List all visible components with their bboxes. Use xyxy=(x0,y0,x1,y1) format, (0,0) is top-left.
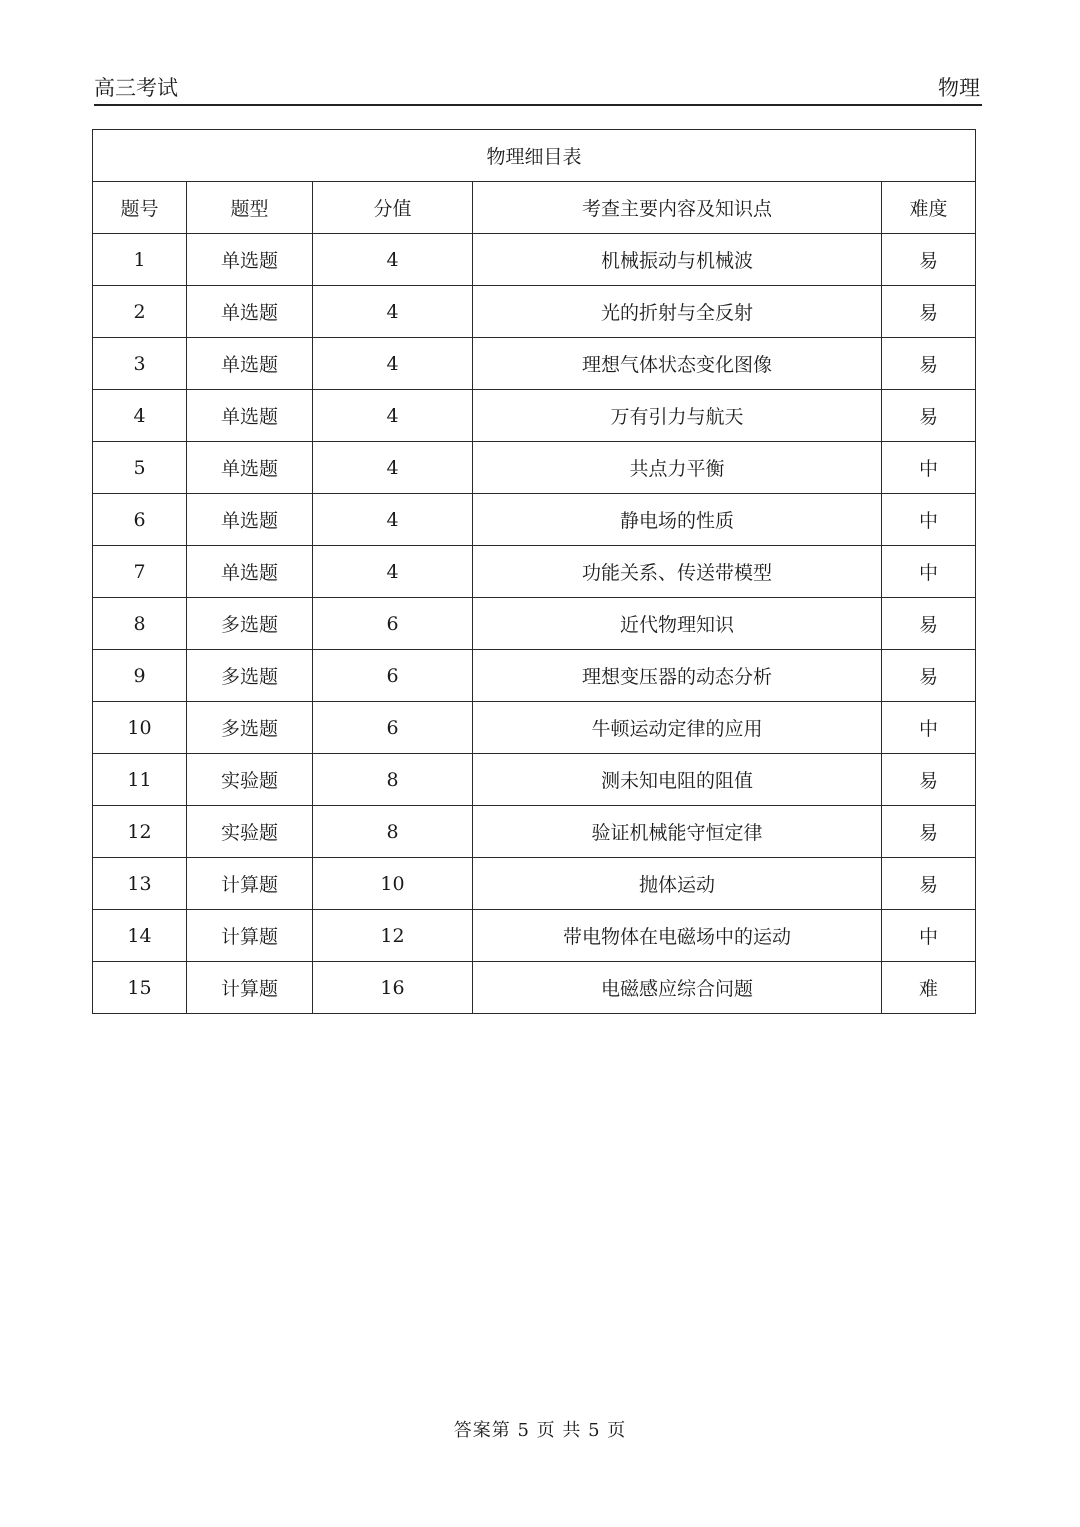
cell-content: 功能关系、传送带模型 xyxy=(473,546,882,598)
table-row xyxy=(93,494,976,546)
cell-score: 12 xyxy=(313,910,473,962)
cell-no: 13 xyxy=(93,858,187,910)
page-header xyxy=(94,76,982,106)
cell-difficulty: 易 xyxy=(882,806,976,858)
cell-difficulty: 中 xyxy=(882,702,976,754)
cell-difficulty: 易 xyxy=(882,650,976,702)
cell-type: 计算题 xyxy=(187,858,313,910)
cell-no: 2 xyxy=(93,286,187,338)
cell-no: 11 xyxy=(93,754,187,806)
cell-no: 6 xyxy=(93,494,187,546)
cell-content: 近代物理知识 xyxy=(473,598,882,650)
cell-no: 1 xyxy=(93,234,187,286)
table-title: 物理细目表 xyxy=(93,130,976,182)
cell-score: 4 xyxy=(313,234,473,286)
cell-difficulty: 中 xyxy=(882,442,976,494)
table-row xyxy=(93,650,976,702)
cell-difficulty: 易 xyxy=(882,390,976,442)
cell-type: 计算题 xyxy=(187,910,313,962)
table-row xyxy=(93,598,976,650)
cell-content: 静电场的性质 xyxy=(473,494,882,546)
table-row xyxy=(93,754,976,806)
cell-content: 万有引力与航天 xyxy=(473,390,882,442)
cell-no: 5 xyxy=(93,442,187,494)
cell-difficulty: 易 xyxy=(882,754,976,806)
cell-difficulty: 易 xyxy=(882,286,976,338)
cell-content: 理想气体状态变化图像 xyxy=(473,338,882,390)
table-header-row xyxy=(93,182,976,234)
table-row xyxy=(93,442,976,494)
cell-difficulty: 易 xyxy=(882,338,976,390)
cell-content: 牛顿运动定律的应用 xyxy=(473,702,882,754)
cell-no: 3 xyxy=(93,338,187,390)
cell-content: 机械振动与机械波 xyxy=(473,234,882,286)
column-header-no: 题号 xyxy=(93,182,187,234)
cell-type: 多选题 xyxy=(187,702,313,754)
table-row xyxy=(93,962,976,1014)
cell-difficulty: 中 xyxy=(882,546,976,598)
table-row xyxy=(93,546,976,598)
cell-type: 实验题 xyxy=(187,754,313,806)
spec-table xyxy=(92,129,976,1014)
table-row xyxy=(93,338,976,390)
cell-no: 8 xyxy=(93,598,187,650)
cell-no: 14 xyxy=(93,910,187,962)
cell-difficulty: 中 xyxy=(882,494,976,546)
cell-content: 共点力平衡 xyxy=(473,442,882,494)
cell-score: 8 xyxy=(313,754,473,806)
table-row xyxy=(93,806,976,858)
table-row xyxy=(93,234,976,286)
cell-content: 抛体运动 xyxy=(473,858,882,910)
cell-type: 单选题 xyxy=(187,442,313,494)
table-title-row xyxy=(93,130,976,182)
cell-type: 单选题 xyxy=(187,546,313,598)
cell-type: 单选题 xyxy=(187,286,313,338)
cell-score: 4 xyxy=(313,494,473,546)
cell-no: 12 xyxy=(93,806,187,858)
table-row xyxy=(93,702,976,754)
column-header-content: 考查主要内容及知识点 xyxy=(473,182,882,234)
cell-score: 4 xyxy=(313,338,473,390)
cell-type: 多选题 xyxy=(187,598,313,650)
cell-type: 单选题 xyxy=(187,390,313,442)
cell-score: 6 xyxy=(313,598,473,650)
cell-content: 测未知电阻的阻值 xyxy=(473,754,882,806)
cell-difficulty: 难 xyxy=(882,962,976,1014)
cell-no: 7 xyxy=(93,546,187,598)
cell-score: 4 xyxy=(313,390,473,442)
table-row xyxy=(93,858,976,910)
cell-content: 带电物体在电磁场中的运动 xyxy=(473,910,882,962)
cell-score: 10 xyxy=(313,858,473,910)
cell-no: 15 xyxy=(93,962,187,1014)
cell-score: 4 xyxy=(313,286,473,338)
cell-type: 多选题 xyxy=(187,650,313,702)
cell-no: 4 xyxy=(93,390,187,442)
exam-title: 高三考试 xyxy=(94,76,178,100)
cell-type: 单选题 xyxy=(187,338,313,390)
cell-score: 4 xyxy=(313,442,473,494)
cell-type: 计算题 xyxy=(187,962,313,1014)
table-row xyxy=(93,910,976,962)
cell-content: 验证机械能守恒定律 xyxy=(473,806,882,858)
cell-difficulty: 易 xyxy=(882,234,976,286)
table-row xyxy=(93,286,976,338)
cell-type: 单选题 xyxy=(187,234,313,286)
cell-content: 电磁感应综合问题 xyxy=(473,962,882,1014)
column-header-type: 题型 xyxy=(187,182,313,234)
cell-difficulty: 易 xyxy=(882,858,976,910)
cell-content: 光的折射与全反射 xyxy=(473,286,882,338)
cell-no: 10 xyxy=(93,702,187,754)
table-row xyxy=(93,390,976,442)
cell-content: 理想变压器的动态分析 xyxy=(473,650,882,702)
cell-score: 6 xyxy=(313,650,473,702)
cell-type: 实验题 xyxy=(187,806,313,858)
page-footer: 答案第 5 页 共 5 页 xyxy=(453,1420,627,1441)
cell-difficulty: 易 xyxy=(882,598,976,650)
cell-score: 6 xyxy=(313,702,473,754)
subject-label: 物理 xyxy=(938,76,980,100)
column-header-difficulty: 难度 xyxy=(882,182,976,234)
cell-type: 单选题 xyxy=(187,494,313,546)
cell-no: 9 xyxy=(93,650,187,702)
cell-score: 16 xyxy=(313,962,473,1014)
cell-difficulty: 中 xyxy=(882,910,976,962)
column-header-score: 分值 xyxy=(313,182,473,234)
cell-score: 8 xyxy=(313,806,473,858)
cell-score: 4 xyxy=(313,546,473,598)
